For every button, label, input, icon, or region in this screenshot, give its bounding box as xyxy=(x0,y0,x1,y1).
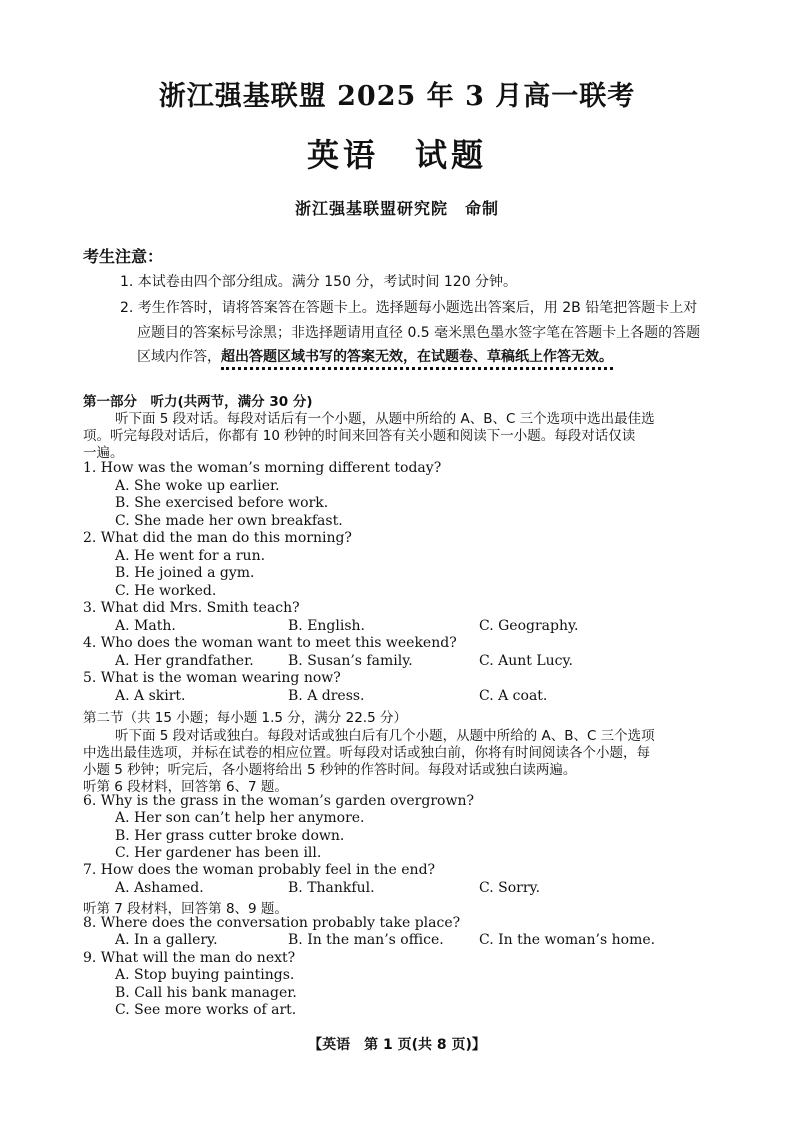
question-6-option-a: A. Her son can’t help her anymore. xyxy=(115,810,365,826)
question-5-option-b: B. A dress. xyxy=(288,688,365,704)
question-4-stem: 4. Who does the woman want to meet this weekend? xyxy=(83,635,457,651)
compiler-line: 浙江强基联盟研究院 命制 xyxy=(294,199,499,218)
question-2-stem: 2. What did the man do this morning? xyxy=(83,530,352,546)
exam-main-title: 浙江强基联盟 2025 年 3 月高一联考 xyxy=(158,81,636,112)
question-5-option-c: C. A coat. xyxy=(479,688,548,704)
question-7-stem: 7. How does the woman probably feel in the end? xyxy=(83,862,436,878)
section2-instruction-line-1: 听下面 5 段对话或独白。每段对话或独白后有几个小题，从题中所给的 A、B、C 三个选项 xyxy=(115,728,655,744)
part1-instruction-line-1: 听下面 5 段对话。每段对话后有一个小题，从题中所给的 A、B、C 三个选项中选出最佳选 xyxy=(115,411,655,427)
notice-item-2-line-2: 应题目的答案标号涂黑；非选择题请用直径 0.5 毫米黑色墨水签字笔在答题卡上各题的答题 xyxy=(137,325,701,341)
part1-instruction-line-3: 一遍。 xyxy=(83,445,124,461)
question-5-stem: 5. What is the woman wearing now? xyxy=(83,670,341,686)
question-8-option-a: A. In a gallery. xyxy=(115,932,218,948)
question-8-option-c: C. In the woman’s home. xyxy=(479,932,656,948)
section2-instruction-line-3: 小题 5 秒钟；听完后，各小题将给出 5 秒钟的作答时间。每段对话或独白读两遍。 xyxy=(83,762,577,778)
notice-emphasis: 超出答题区域书写的答案无效，在试题卷、草稿纸上作答无效。 xyxy=(221,349,613,370)
question-2-option-b: B. He joined a gym. xyxy=(115,565,255,581)
part1-heading-text: 第一部分 听力(共两节，满分 30 分) xyxy=(83,394,313,410)
section2-instruction-line-2: 中选出最佳选项，并标在试卷的相应位置。听每段对话或独白前，你将有时间阅读各个小题，每 xyxy=(83,745,650,761)
question-3-option-a: A. Math. xyxy=(115,618,176,634)
notice-item-2-prefix: 区域内作答， xyxy=(137,349,221,365)
question-1-option-c: C. She made her own breakfast. xyxy=(115,513,343,529)
question-6-option-b: B. Her grass cutter broke down. xyxy=(115,828,345,844)
material-6-heading: 听第 6 段材料，回答第 6、7 题。 xyxy=(83,779,288,795)
page-footer: 【英语 第 1 页(共 8 页)】 xyxy=(308,1037,486,1053)
question-9-stem: 9. What will the man do next? xyxy=(83,950,296,966)
section2-heading: 第二节（共 15 小题；每小题 1.5 分，满分 22.5 分） xyxy=(83,710,407,726)
question-7-option-c: C. Sorry. xyxy=(479,880,541,896)
question-8-option-b: B. In the man’s office. xyxy=(288,932,444,948)
question-3-option-c: C. Geography. xyxy=(479,618,579,634)
subject-title: 英语 试题 xyxy=(306,136,487,174)
question-8-stem: 8. Where does the conversation probably take place? xyxy=(83,915,461,931)
part1-instruction-line-2: 项。听完每段对话后，你都有 10 秒钟的时间来回答有关小题和阅读下一小题。每段对话仅读 xyxy=(83,428,636,444)
question-2-option-c: C. He worked. xyxy=(115,583,217,599)
question-4-option-c: C. Aunt Lucy. xyxy=(479,653,573,669)
question-9-option-b: B. Call his bank manager. xyxy=(115,985,297,1001)
material-7-heading: 听第 7 段材料，回答第 8、9 题。 xyxy=(83,901,288,917)
question-9-option-a: A. Stop buying paintings. xyxy=(115,967,295,983)
question-1-option-b: B. She exercised before work. xyxy=(115,495,329,511)
question-1-option-a: A. She woke up earlier. xyxy=(115,478,280,494)
notice-item-2-line-3 xyxy=(137,346,613,366)
question-7-option-a: A. Ashamed. xyxy=(115,880,204,896)
notice-item-1: 1. 本试卷由四个部分组成。满分 150 分，考试时间 120 分钟。 xyxy=(120,274,518,290)
question-7-option-b: B. Thankful. xyxy=(288,880,375,896)
question-4-option-b: B. Susan’s family. xyxy=(288,653,413,669)
notice-item-2-line-1: 2. 考生作答时，请将答案答在答题卡上。选择题每小题选出答案后，用 2B 铅笔把答题卡上对 xyxy=(120,300,698,316)
question-4-option-a: A. Her grandfather. xyxy=(115,653,254,669)
question-6-option-c: C. Her gardener has been ill. xyxy=(115,845,322,861)
question-5-option-a: A. A skirt. xyxy=(115,688,186,704)
question-1-stem: 1. How was the woman’s morning different today? xyxy=(83,460,442,476)
notice-heading: 考生注意： xyxy=(83,247,164,266)
question-9-option-c: C. See more works of art. xyxy=(115,1002,297,1018)
question-6-stem: 6. Why is the grass in the woman’s garden overgrown? xyxy=(83,793,474,809)
question-2-option-a: A. He went for a run. xyxy=(115,548,266,564)
question-3-stem: 3. What did Mrs. Smith teach? xyxy=(83,600,300,616)
question-3-option-b: B. English. xyxy=(288,618,365,634)
